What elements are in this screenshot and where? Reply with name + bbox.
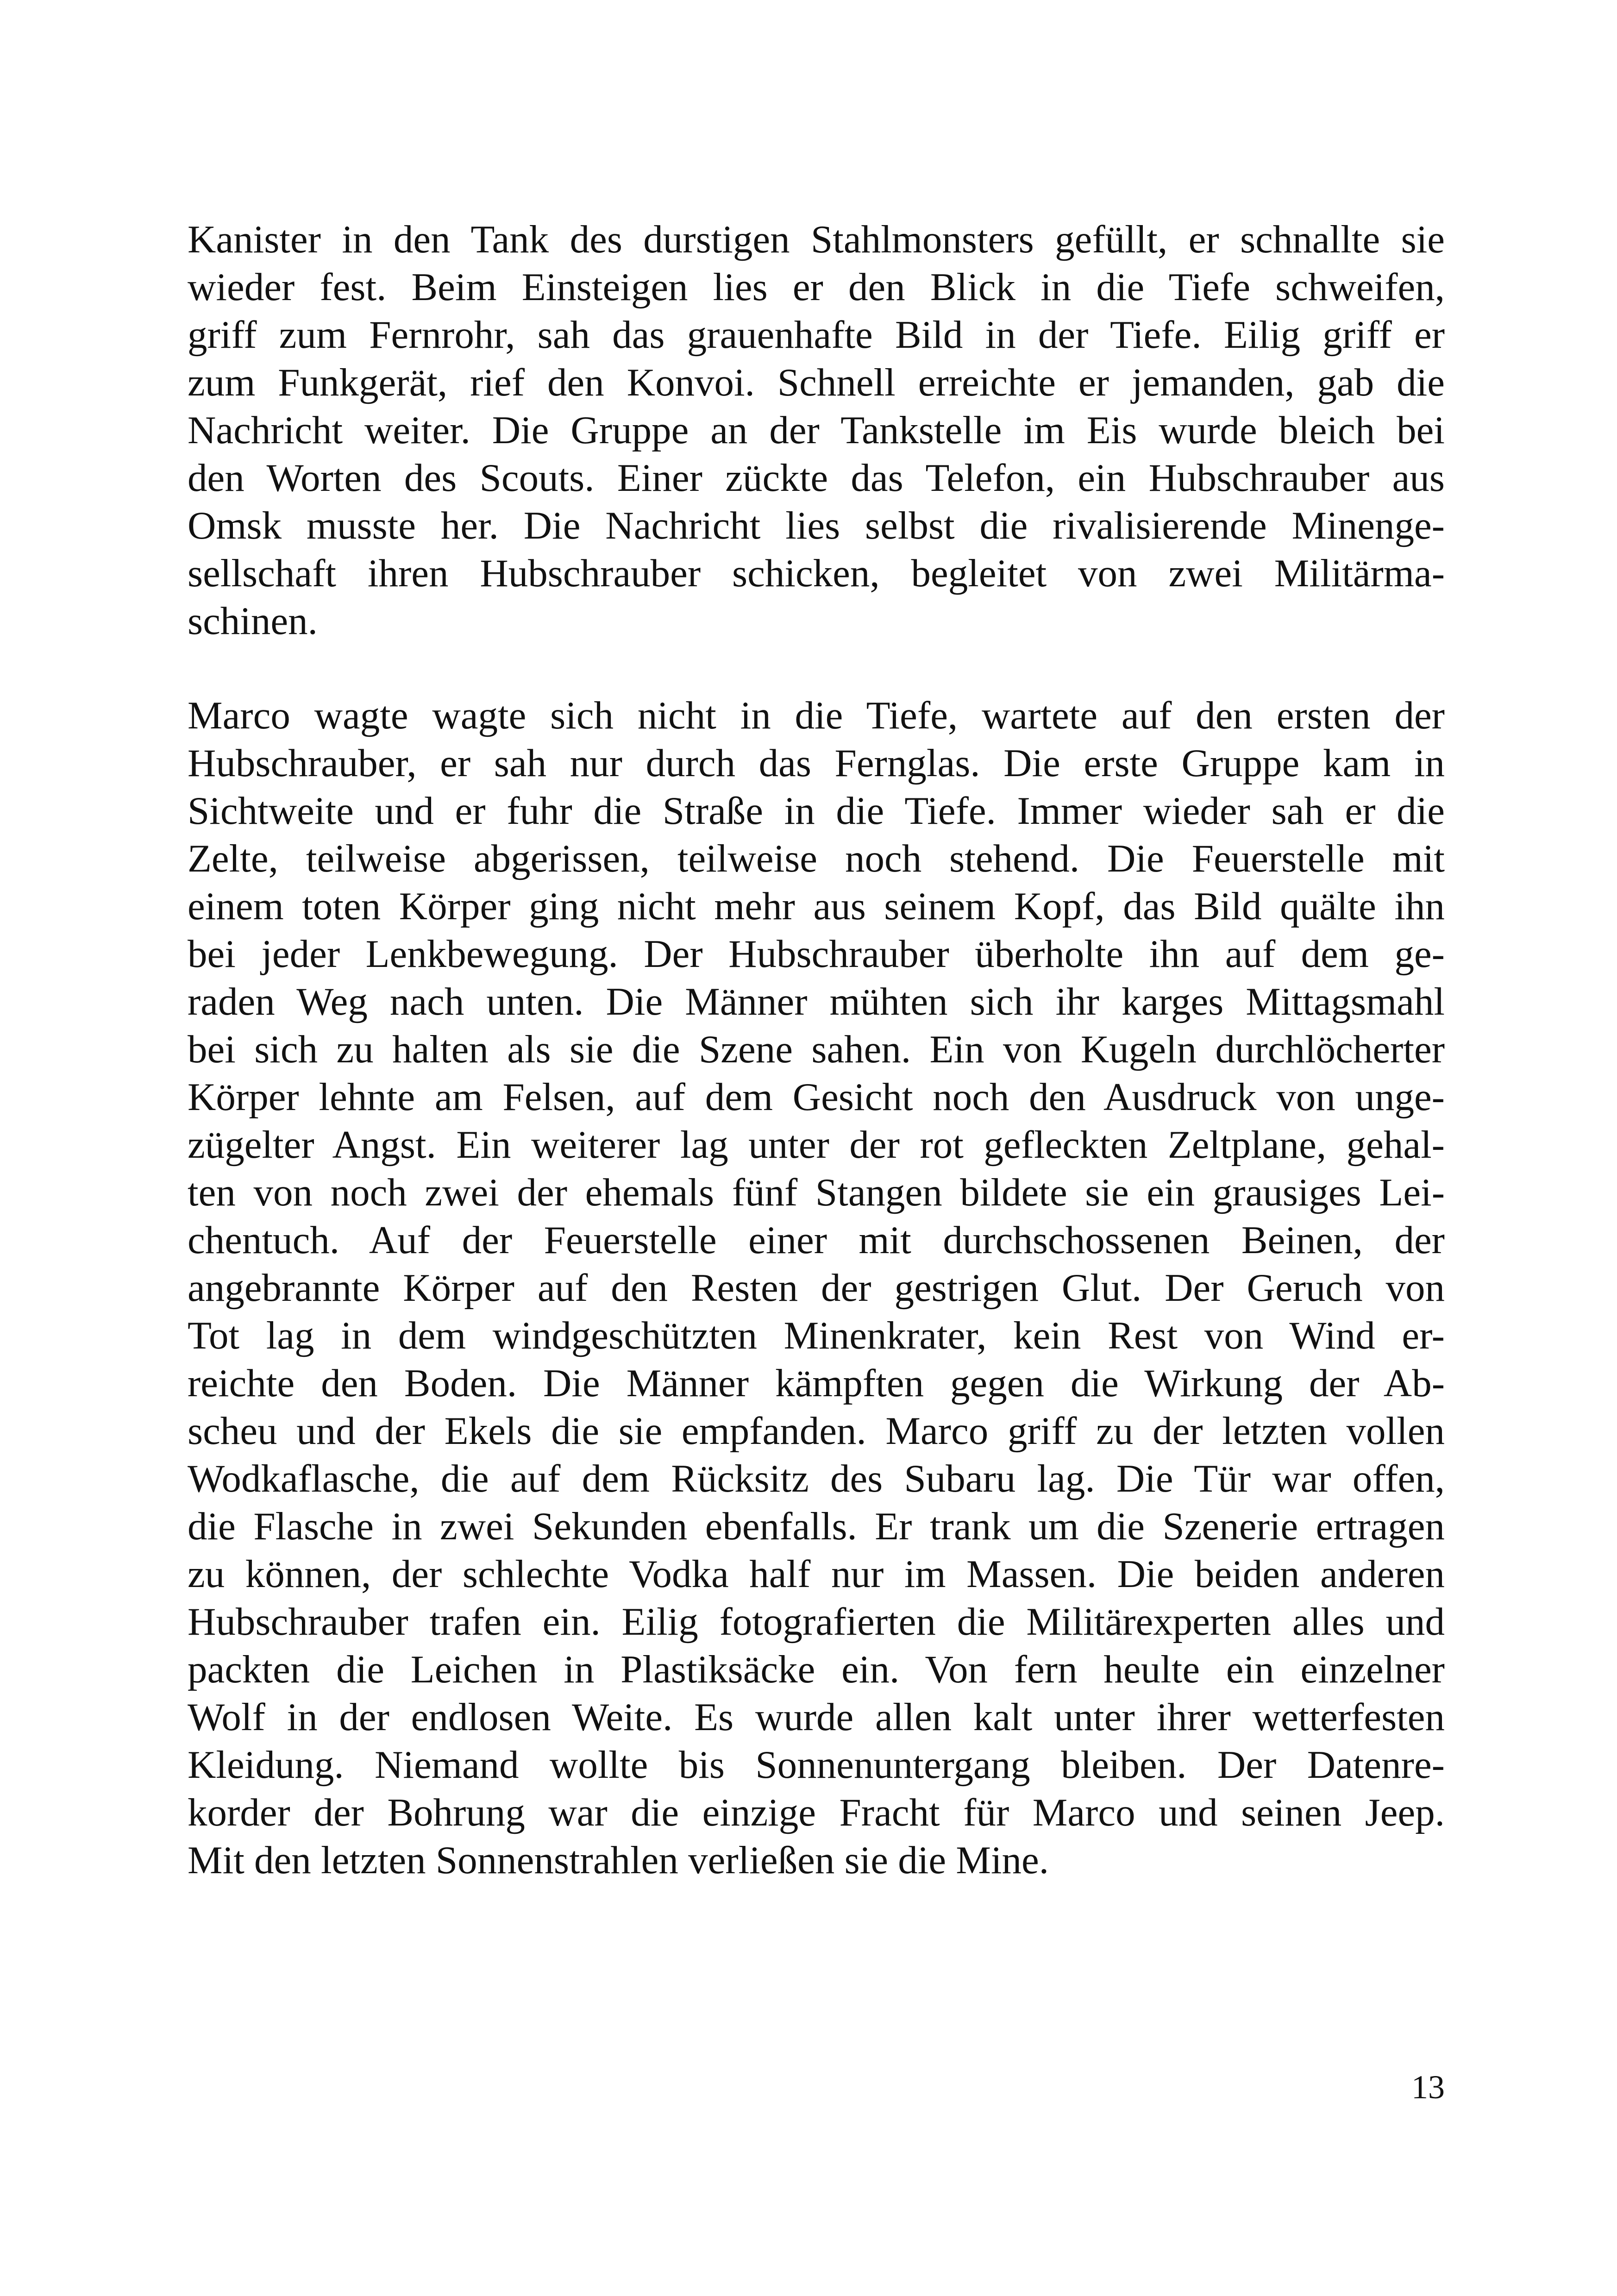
- text-line: scheu und der Ekels die sie empfanden. Marco griff zu der letzten vollen: [188, 1409, 1445, 1453]
- text-line: reichte den Boden. Die Männer kämpften gegen die Wirkung der Ab-: [188, 1361, 1445, 1405]
- text-line: angebrannte Körper auf den Resten der gestrigen Glut. Der Geruch von: [188, 1266, 1445, 1310]
- text-line: Körper lehnte am Felsen, auf dem Gesicht noch den Ausdruck von unge-: [188, 1075, 1445, 1119]
- text-line: packten die Leichen in Plastiksäcke ein. Von fern heulte ein einzelner: [188, 1648, 1445, 1691]
- text-line: Wolf in der endlosen Weite. Es wurde allen kalt unter ihrer wetterfesten: [188, 1695, 1445, 1739]
- paragraph-1: [188, 216, 1445, 645]
- text-line: zügelter Angst. Ein weiterer lag unter der rot gefleckten Zeltplane, gehal-: [188, 1123, 1445, 1167]
- text-line: Nachricht weiter. Die Gruppe an der Tankstelle im Eis wurde bleich bei: [188, 408, 1445, 452]
- text-line: bei jeder Lenkbewegung. Der Hubschrauber überholte ihn auf dem ge-: [188, 932, 1445, 976]
- text-line: wieder fest. Beim Einsteigen lies er den Blick in die Tiefe schweifen,: [188, 265, 1445, 309]
- text-line: Kanister in den Tank des durstigen Stahlmonsters gefüllt, er schnallte sie: [188, 218, 1445, 261]
- text-line: Hubschrauber, er sah nur durch das Fernglas. Die erste Gruppe kam in: [188, 741, 1445, 785]
- text-line: Wodkaflasche, die auf dem Rücksitz des Subaru lag. Die Tür war offen,: [188, 1457, 1445, 1500]
- paragraph-2: [188, 692, 1445, 1884]
- text-line: korder der Bohrung war die einzige Fracht für Marco und seinen Jeep.: [188, 1791, 1445, 1834]
- text-line: Mit den letzten Sonnenstrahlen verließen sie die Mine.: [188, 1838, 1049, 1882]
- text-line: Tot lag in dem windgeschützten Minenkrater, kein Rest von Wind er-: [188, 1314, 1445, 1357]
- text-line: einem toten Körper ging nicht mehr aus seinem Kopf, das Bild quälte ihn: [188, 885, 1445, 928]
- text-line: die Flasche in zwei Sekunden ebenfalls. Er trank um die Szenerie ertragen: [188, 1505, 1445, 1548]
- text-line: sellschaft ihren Hubschrauber schicken, begleitet von zwei Militärma-: [188, 552, 1445, 595]
- text-line: den Worten des Scouts. Einer zückte das Telefon, ein Hubschrauber aus: [188, 456, 1445, 500]
- text-line: schinen.: [188, 599, 318, 643]
- text-line: bei sich zu halten als sie die Szene sahen. Ein von Kugeln durchlöcherter: [188, 1028, 1445, 1071]
- text-line: Zelte, teilweise abgerissen, teilweise noch stehend. Die Feuerstelle mit: [188, 837, 1445, 880]
- text-line: Kleidung. Niemand wollte bis Sonnenuntergang bleiben. Der Datenre-: [188, 1743, 1445, 1787]
- text-line: griff zum Fernrohr, sah das grauenhafte Bild in der Tiefe. Eilig griff er: [188, 313, 1445, 357]
- text-line: Sichtweite und er fuhr die Straße in die Tiefe. Immer wieder sah er die: [188, 789, 1445, 833]
- text-line: Hubschrauber trafen ein. Eilig fotografierten die Militärexperten alles und: [188, 1600, 1445, 1644]
- text-line: chentuch. Auf der Feuerstelle einer mit durchschossenen Beinen, der: [188, 1218, 1445, 1262]
- text-line: zum Funkgerät, rief den Konvoi. Schnell erreichte er jemanden, gab die: [188, 361, 1445, 404]
- page-number: 13: [1411, 2069, 1445, 2106]
- text-line: Omsk musste her. Die Nachricht lies selbst die rivalisierende Minenge-: [188, 504, 1445, 547]
- text-line: Marco wagte wagte sich nicht in die Tiefe, wartete auf den ersten der: [188, 694, 1445, 737]
- text-line: ten von noch zwei der ehemals fünf Stangen bildete sie ein grausiges Lei-: [188, 1171, 1445, 1214]
- text-line: raden Weg nach unten. Die Männer mühten sich ihr karges Mittagsmahl: [188, 980, 1445, 1023]
- text-line: zu können, der schlechte Vodka half nur im Massen. Die beiden anderen: [188, 1552, 1445, 1596]
